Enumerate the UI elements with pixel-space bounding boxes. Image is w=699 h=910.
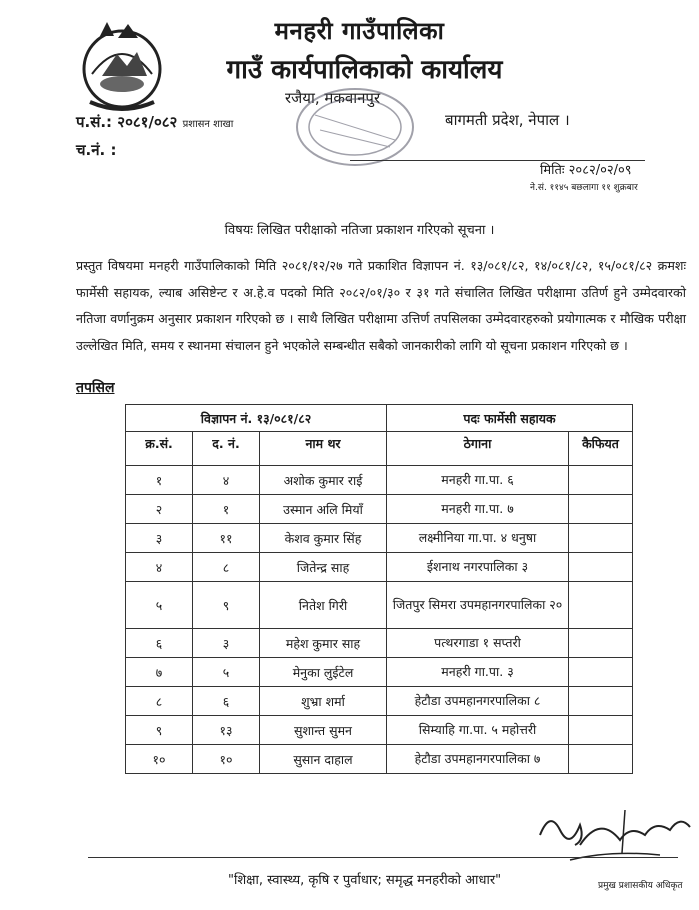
cell-remark xyxy=(569,687,633,716)
cell-address: मनहरी गा.पा. ३ xyxy=(387,658,569,687)
cell-address: हेटौडा उपमहानगरपालिका ८ xyxy=(387,687,569,716)
cell-address: पत्थरगाडा १ सप्तरी xyxy=(387,629,569,658)
office-location: रजैया, मकवानपुर xyxy=(285,89,381,107)
province-label: बागमती प्रदेश, नेपाल । xyxy=(445,111,570,129)
advert-number: विज्ञापन नं. १३/०८१/८२ xyxy=(126,405,387,432)
cell-sn: ६ xyxy=(126,629,193,658)
column-header-name: नाम थर xyxy=(260,432,387,466)
cell-roll: ४ xyxy=(193,466,260,495)
column-header-roll: द. नं. xyxy=(193,432,260,466)
reference-section: प्रशासन शाखा xyxy=(182,119,234,130)
cell-name: केशव कुमार सिंह xyxy=(260,524,387,553)
municipality-name: मनहरी गाउँपालिका xyxy=(274,17,445,45)
table-row xyxy=(126,524,633,553)
table-row xyxy=(126,745,633,774)
cell-roll: ८ xyxy=(193,553,260,582)
cell-remark xyxy=(569,629,633,658)
column-header-address: ठेगाना xyxy=(387,432,569,466)
cell-roll: ५ xyxy=(193,658,260,687)
cell-address: लक्ष्मीनिया गा.पा. ४ धनुषा xyxy=(387,524,569,553)
cell-name: अशोक कुमार राई xyxy=(260,466,387,495)
cell-sn: ७ xyxy=(126,658,193,687)
cell-roll: १० xyxy=(193,745,260,774)
cell-name: सुसान दाहाल xyxy=(260,745,387,774)
footer-rule xyxy=(88,857,678,858)
cell-sn: १ xyxy=(126,466,193,495)
table-row xyxy=(126,658,633,687)
table-row xyxy=(126,553,633,582)
table-row xyxy=(126,629,633,658)
office-name: गाउँ कार्यपालिकाको कार्यालय xyxy=(226,55,503,85)
office-stamp-icon xyxy=(290,85,420,170)
cell-sn: ८ xyxy=(126,687,193,716)
cell-address: हेटौडा उपमहानगरपालिका ७ xyxy=(387,745,569,774)
post-name: पदः फार्मेसी सहायक xyxy=(387,405,633,432)
results-table xyxy=(125,404,633,774)
signatory-title: प्रमुख प्रशासकीय अधिकृत xyxy=(598,881,683,891)
cell-address: जितपुर सिमरा उपमहानगरपालिका २० xyxy=(387,582,569,629)
schedule-heading: तपसिल xyxy=(76,380,115,396)
table-row xyxy=(126,466,633,495)
cell-name: मेनुका लुईटेल xyxy=(260,658,387,687)
reference-number xyxy=(76,112,233,132)
issue-date: मितिः २०८२/०२/०९ xyxy=(540,163,632,178)
table-row xyxy=(126,495,633,524)
cell-name: जितेन्द्र साह xyxy=(260,553,387,582)
cell-roll: ११ xyxy=(193,524,260,553)
cell-address: ईशनाथ नगरपालिका ३ xyxy=(387,553,569,582)
cell-remark xyxy=(569,658,633,687)
table-row xyxy=(126,582,633,629)
cell-name: महेश कुमार साह xyxy=(260,629,387,658)
cell-roll: ३ xyxy=(193,629,260,658)
cell-sn: ९ xyxy=(126,716,193,745)
column-header-remarks: कैफियत xyxy=(569,432,633,466)
cell-remark xyxy=(569,553,633,582)
cell-name: शुभ्रा शर्मा xyxy=(260,687,387,716)
dispatch-number: च.नं. : xyxy=(76,141,117,159)
nepal-sambat-date: ने.सं. ११४५ बछलागा ११ शुक्रबार xyxy=(530,183,638,193)
reference-label: प.सं.: २०८१/०८२ xyxy=(76,113,178,131)
table-row xyxy=(126,687,633,716)
cell-sn: २ xyxy=(126,495,193,524)
cell-sn: ३ xyxy=(126,524,193,553)
notice-subject: विषयः लिखित परीक्षाको नतिजा प्रकाशन गरिएको सूचना । xyxy=(224,223,495,238)
signature-icon xyxy=(530,805,695,875)
cell-remark xyxy=(569,745,633,774)
municipality-motto: "शिक्षा, स्वास्थ्य, कृषि र पुर्वाधार; समृद्ध मनहरीको आधार" xyxy=(228,873,502,888)
notice-body: प्रस्तुत विषयमा मनहरी गाउँपालिकाको मिति २०८१/१२/२७ गते प्रकाशित विज्ञापन नं. १३/०८१/८२, १४/०८१/८२, १५/०८१/८२ क्रमशः फार्मेसी सहायक, ल्याब असिष्टेन्ट र अ.हे.व पदको मिति २०८२/०१/३० र ३१ गते संचालित लिखित परीक्षामा उतिर्ण हुने उम्मेदवारको नतिजा वर्णानुक्रम अनुसार प्रकाशन गरिएको छ । साथै लिखित परीक्षामा उत्तिर्ण तपसिलका उम्मेदवारहरुको प्रयोगात्मक र मौखिक परीक्षा उल्लेखित मिति, समय र स्थानमा संचालन हुने भएकोले सम्बन्धीत सबैको जानकारीको लागि यो सूचना प्रकाशन गरिएको छ । xyxy=(76,258,686,353)
cell-sn: १० xyxy=(126,745,193,774)
cell-name: सुशान्त सुमन xyxy=(260,716,387,745)
cell-sn: ४ xyxy=(126,553,193,582)
cell-remark xyxy=(569,524,633,553)
cell-address: सिम्याहि गा.पा. ५ महोत्तरी xyxy=(387,716,569,745)
cell-name: उस्मान अलि मियाँ xyxy=(260,495,387,524)
cell-roll: १ xyxy=(193,495,260,524)
cell-name: नितेश गिरी xyxy=(260,582,387,629)
cell-remark xyxy=(569,495,633,524)
cell-remark xyxy=(569,716,633,745)
cell-roll: ९ xyxy=(193,582,260,629)
cell-remark xyxy=(569,582,633,629)
cell-roll: ६ xyxy=(193,687,260,716)
cell-address: मनहरी गा.पा. ६ xyxy=(387,466,569,495)
cell-address: मनहरी गा.पा. ७ xyxy=(387,495,569,524)
cell-roll: १३ xyxy=(193,716,260,745)
table-row xyxy=(126,716,633,745)
cell-sn: ५ xyxy=(126,582,193,629)
cell-remark xyxy=(569,466,633,495)
column-header-sn: क्र.सं. xyxy=(126,432,193,466)
